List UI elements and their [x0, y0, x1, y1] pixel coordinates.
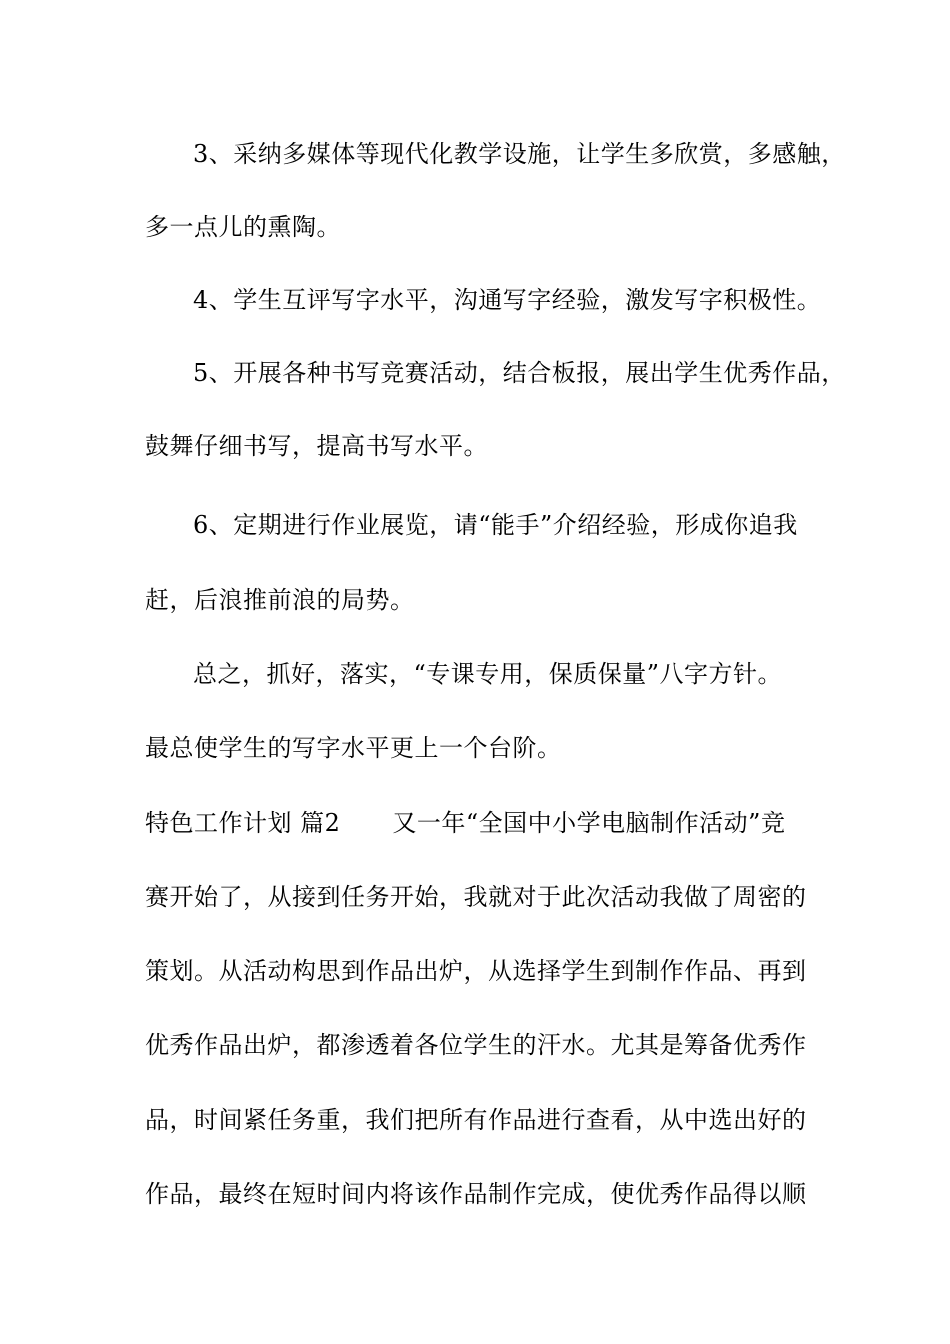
- paragraph-line: 鼓舞仔细书写，提高书写水平。: [145, 432, 488, 460]
- paragraph-line: 总之，抓好，落实，“专课专用，保质保量”八字方针。: [193, 660, 783, 688]
- section-heading: 特色工作计划 篇2: [145, 809, 341, 837]
- paragraph-line: 赛开始了，从接到任务开始，我就对于此次活动我做了周密的: [145, 883, 807, 911]
- paragraph-line: 赶，后浪推前浪的局势。: [145, 586, 415, 614]
- section-first-text: 又一年“全国中小学电脑制作活动”竞: [392, 809, 786, 837]
- paragraph-line: 品，时间紧任务重，我们把所有作品进行查看，从中选出好的: [145, 1106, 807, 1134]
- paragraph-line: 最总使学生的写字水平更上一个台阶。: [145, 734, 562, 762]
- paragraph-line: 4、学生互评写字水平，沟通写字经验，激发写字积极性。: [193, 286, 822, 314]
- paragraph-line: 多一点儿的熏陶。: [145, 213, 341, 241]
- paragraph-line: 优秀作品出炉，都渗透着各位学生的汗水。尤其是筹备优秀作: [145, 1031, 807, 1059]
- paragraph-line: 3、采纳多媒体等现代化教学设施，让学生多欣赏，多感触，: [193, 140, 846, 168]
- paragraph-line: 6、定期进行作业展览，请“能手”介绍经验，形成你追我: [193, 511, 798, 539]
- paragraph-line: 策划。从活动构思到作品出炉，从选择学生到制作作品、再到: [145, 957, 807, 985]
- section-heading-line: [145, 808, 845, 838]
- paragraph-line: 作品，最终在短时间内将该作品制作完成，使优秀作品得以顺: [145, 1180, 807, 1208]
- paragraph-line: 5、开展各种书写竞赛活动，结合板报，展出学生优秀作品，: [193, 359, 846, 387]
